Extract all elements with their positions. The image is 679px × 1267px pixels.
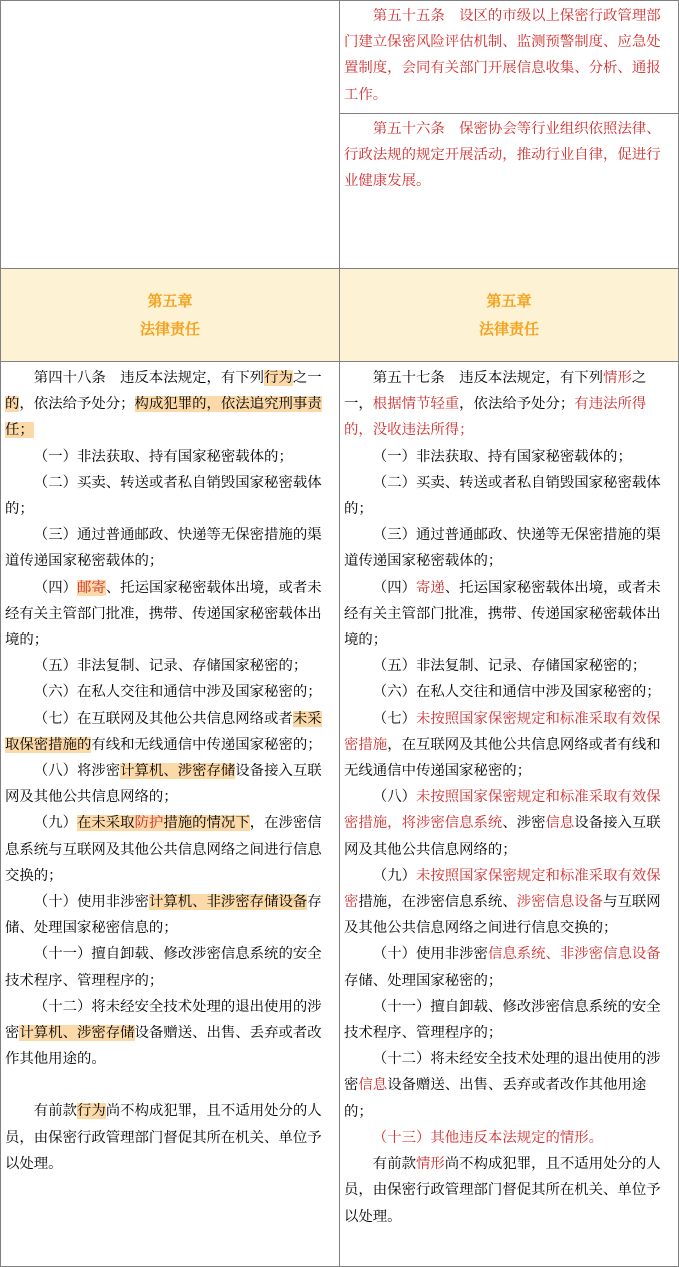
highlighted-text: 未按照国家保密规定和标准采取有效保密措施，将涉密信息系统	[344, 789, 661, 832]
highlighted-text: 的	[5, 396, 20, 413]
text-run: ，依法给予处分；	[459, 396, 575, 413]
new-law-text	[340, 362, 678, 1230]
clause-paragraph	[5, 941, 335, 993]
clause-paragraph	[5, 706, 335, 758]
text-run: 存储、处理国家秘密的；	[344, 972, 503, 989]
text-run: （十二）将未经安全技术处理的退出使用的涉密	[344, 1051, 661, 1094]
text-run: 与互联网及其他公共信息网络之间进行信息交换的；	[344, 894, 661, 937]
clause-paragraph	[5, 1098, 335, 1177]
clause-paragraph	[5, 994, 335, 1073]
top-right-cell	[340, 1, 679, 269]
body-row	[1, 362, 679, 1267]
top-row	[1, 1, 679, 269]
article-56-block	[340, 114, 678, 200]
text-run: 措施，在涉密信息系统、	[358, 894, 517, 911]
text-run: 第四十八条 违反本法规定，有下列	[33, 370, 265, 386]
text-run: 第五十七条 违反本法规定，有下列	[372, 370, 604, 386]
text-run: （十一）擅自卸载、修改涉密信息系统的安全技术程序、管理程序的；	[5, 946, 322, 989]
highlighted-text: 涉密信息设备	[516, 894, 604, 911]
text-run: 尚不构成犯罪，且不适用处分的人员，由保密行政管理部门督促其所在机关、单位予以处理。	[5, 1103, 322, 1172]
article-heading-paragraph	[5, 365, 335, 444]
text-run: 有前款	[372, 1156, 416, 1173]
highlighted-text: 信息系统、非涉密信息设备	[487, 946, 661, 963]
chapter-right-title: 法律责任	[478, 320, 539, 338]
text-run: 有线和无线通信中传递国家秘密的；	[91, 736, 322, 753]
article-56-paragraph	[344, 116, 674, 195]
text-run: ，在涉密信息系统与互联网及其他公共信息网络之间进行信息交换的；	[5, 815, 322, 884]
article-55-paragraph	[344, 3, 674, 108]
highlighted-text: 信息	[358, 1077, 388, 1094]
clause-paragraph	[5, 758, 335, 810]
article-heading-paragraph	[344, 365, 674, 444]
clause-paragraph	[344, 653, 674, 679]
article-55-block	[340, 1, 678, 114]
clause-paragraph	[344, 941, 674, 993]
text-run: 设备接入互联网及其他公共信息网络的；	[344, 815, 661, 858]
text-run: （一）非法获取、持有国家秘密载体的；	[33, 448, 293, 465]
highlighted-text: 信息	[545, 815, 575, 832]
highlighted-text: 未按照国家保密规定和标准采取有效保密措施	[344, 710, 661, 753]
highlighted-text: 计算机、涉密存储	[19, 1025, 135, 1042]
chapter-left-title: 法律责任	[139, 320, 200, 338]
clause-paragraph	[5, 679, 335, 705]
text-run: ，在互联网及其他公共信息网络或者有线和无线通信中传递国家秘密的；	[344, 736, 661, 780]
old-law-cell	[1, 362, 340, 1267]
text-run: （八）将涉密	[33, 763, 121, 780]
clause-paragraph	[5, 653, 335, 679]
chapter-left-number: 第五章	[147, 292, 193, 310]
clause-paragraph	[5, 470, 335, 522]
text-run: （四）	[372, 579, 416, 596]
clause-paragraph	[344, 679, 674, 705]
text-run: （六）在私人交往和通信中涉及国家秘密的；	[33, 684, 322, 701]
text-run: （四）	[33, 579, 77, 596]
highlighted-text: 情形	[603, 370, 632, 386]
text-run: （九）	[372, 867, 416, 884]
text-run: （六）在私人交往和通信中涉及国家秘密的；	[372, 684, 661, 701]
text-run: 之一，	[344, 370, 647, 413]
text-run: （十二）将未经安全技术处理的退出使用的涉密	[5, 998, 322, 1042]
text-run: 、托运国家秘密载体出境，或者未经有关主管部门批准，携带、传递国家秘密载体出境的；	[5, 579, 322, 649]
highlighted-text: 邮寄	[76, 579, 106, 596]
clause-paragraph	[5, 444, 335, 470]
highlighted-text: 寄递	[415, 579, 445, 596]
clause-paragraph	[5, 575, 335, 654]
highlighted-text: 未采取保密措施的	[5, 710, 322, 753]
highlighted-text: 构成犯罪的，依法追究刑事责任；	[5, 396, 322, 439]
text-run: （二）买卖、转送或者私自销毁国家秘密载体的；	[5, 474, 322, 518]
text-run: 尚不构成犯罪，且不适用处分的人员，由保密行政管理部门督促其所在机关、单位予以处理。	[344, 1156, 661, 1225]
clause-paragraph	[344, 522, 674, 574]
highlighted-text: 行为	[76, 1103, 106, 1120]
highlighted-text: （十三）其他违反本法规定的情形。	[372, 1129, 604, 1146]
highlighted-text: 情形	[415, 1156, 445, 1173]
text-run: （十一）擅自卸载、修改涉密信息系统的安全技术程序、管理程序的；	[344, 998, 661, 1042]
clause-paragraph	[344, 1046, 674, 1125]
clause-paragraph	[344, 863, 674, 942]
text-run: （二）买卖、转送或者私自销毁国家秘密载体的；	[344, 474, 661, 518]
clause-paragraph	[5, 522, 335, 574]
text-run: 设备赠送、出售、丢弃或者改作其他用途的；	[344, 1077, 647, 1120]
text-run: 存储、处理国家秘密信息的；	[5, 894, 322, 937]
text-run: （七）	[372, 710, 416, 727]
highlighted-text: 防护	[134, 815, 164, 832]
clause-paragraph	[344, 1151, 674, 1230]
clause-paragraph	[344, 575, 674, 654]
text-run: （七）在互联网及其他公共信息网络或者	[33, 710, 293, 727]
chapter-right-cell	[340, 269, 679, 362]
text-run: 设备赠送、出售、丢弃或者改作其他用途的。	[5, 1025, 322, 1068]
highlighted-text: 未按照国家保密规定和标准采取有效保密	[344, 867, 661, 911]
text-run: （一）非法获取、持有国家秘密载体的；	[372, 448, 632, 465]
highlighted-text: 措施的情况下	[163, 815, 250, 832]
text-run: （十）使用非涉密	[33, 894, 149, 911]
text-run: 设备接入互联网及其他公共信息网络的；	[5, 763, 322, 806]
clause-paragraph	[344, 1125, 674, 1151]
highlighted-text: 在未采取	[76, 815, 135, 832]
highlighted-text: 计算机、非涉密存储设备	[148, 894, 308, 911]
chapter-right-number: 第五章	[486, 292, 532, 310]
text-run: 之一	[292, 370, 322, 386]
text-run: （五）非法复制、记录、存储国家秘密的；	[33, 658, 308, 675]
text-run: （三）通过普通邮政、快递等无保密措施的渠道传递国家秘密载体的；	[5, 527, 322, 570]
new-law-cell	[340, 362, 679, 1267]
highlighted-text: 第五十五条 设区的市级以上保密行政管理部门建立保密风险评估机制、监测预警制度、应急处置制度，会同有关部门开展信息收集、分析、通报工作。	[344, 8, 661, 103]
highlighted-text: 有违法所得的，没收违法所得；	[344, 396, 647, 439]
highlighted-text: 行为	[264, 370, 293, 386]
text-run: （十）使用非涉密	[372, 946, 488, 963]
chapter-left-cell	[1, 269, 340, 362]
old-law-text	[1, 362, 339, 1177]
clause-paragraph	[344, 470, 674, 522]
text-run: ，依法给予处分；	[19, 396, 135, 413]
text-run: 有前款	[33, 1103, 77, 1120]
text-run: （九）	[33, 815, 77, 832]
clause-paragraph	[5, 889, 335, 941]
text-run: 、涉密	[502, 815, 546, 832]
clause-paragraph	[5, 810, 335, 889]
clause-paragraph	[344, 994, 674, 1046]
text-run: （八）	[372, 789, 416, 806]
top-left-cell	[1, 1, 340, 269]
text-run: （五）非法复制、记录、存储国家秘密的；	[372, 658, 647, 675]
chapter-row	[1, 269, 679, 362]
highlighted-text: 根据情节轻重	[372, 396, 460, 413]
clause-paragraph	[344, 706, 674, 785]
highlighted-text: 第五十六条 保密协会等行业组织依照法律、行政法规的规定开展活动，推动行业自律，促进行业健康发展。	[344, 120, 661, 190]
text-run: （三）通过普通邮政、快递等无保密措施的渠道传递国家秘密载体的；	[344, 527, 661, 570]
text-run: 、托运国家秘密载体出境，或者未经有关主管部门批准，携带、传递国家秘密载体出境的；	[344, 579, 661, 649]
clause-paragraph	[344, 784, 674, 863]
highlighted-text: 计算机、涉密存储	[120, 763, 236, 780]
clause-paragraph	[344, 444, 674, 470]
